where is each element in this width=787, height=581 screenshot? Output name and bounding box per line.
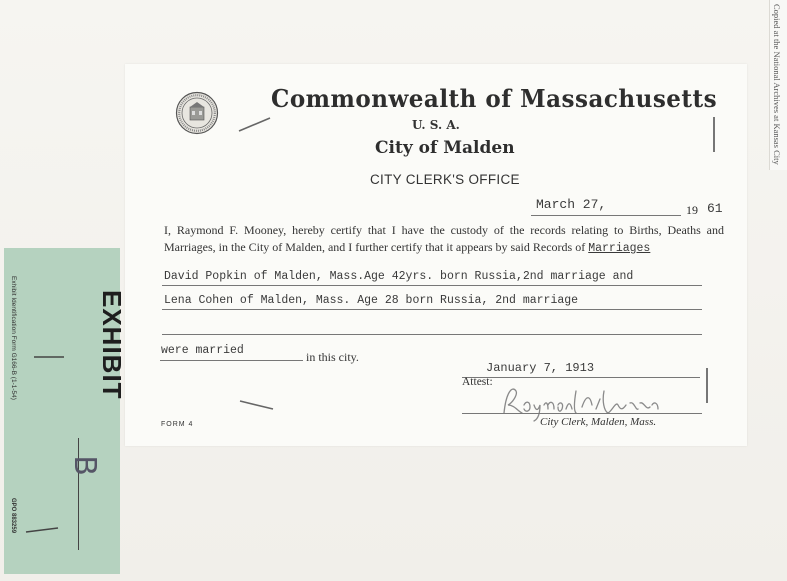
certification-text: I, Raymond F. Mooney, hereby certify that I have the custody of the records relating to Births, Deaths and Marriages, in the City of Malden, and I further certify that it appears by said Records of Marriages — [164, 223, 724, 255]
married-underline — [160, 360, 303, 361]
city-heading: City of Malden — [375, 138, 515, 158]
attest-date-underline — [462, 377, 700, 378]
signature-underline — [462, 413, 702, 414]
entry-underline-1 — [162, 285, 702, 286]
exhibit-marks — [0, 0, 130, 581]
records-of-label: Records of — [532, 240, 586, 254]
year-suffix: 61 — [707, 201, 723, 216]
clerk-title: City Clerk, Malden, Mass. — [540, 416, 657, 428]
country-label: U. S. A. — [412, 118, 460, 132]
in-this-city-label: in this city. — [306, 350, 359, 364]
exhibit-label: EXHIBIT — [97, 290, 127, 400]
entry-line-1: David Popkin of Malden, Mass.Age 42yrs. born Russia,2nd marriage and — [164, 270, 634, 283]
office-heading: CITY CLERK'S OFFICE — [370, 172, 520, 187]
entry-line-2: Lena Cohen of Malden, Mass. Age 28 born Russia, 2nd marriage — [164, 294, 579, 307]
attest-label: Attest: — [462, 376, 493, 388]
archive-stamp-text: Copied at the National Archives at Kansas City — [772, 4, 782, 165]
records-type: Marriages — [588, 242, 651, 255]
were-married-typed: were married — [161, 344, 244, 357]
form-number: FORM 4 — [161, 421, 194, 428]
exhibit-form-id: Exhibit Identification Form G166-B (1-1-54) — [10, 276, 17, 400]
entry-underline-3 — [162, 334, 702, 335]
attest-date: January 7, 1913 — [486, 361, 595, 375]
entry-underline-2 — [162, 309, 702, 310]
exhibit-letter: B — [66, 455, 102, 476]
year-prefix: 19 — [686, 203, 698, 217]
document-title: Commonwealth of Massachusetts — [271, 84, 718, 113]
typed-date: March 27, — [536, 197, 607, 212]
date-underline — [531, 215, 681, 216]
exhibit-gpo-code: GPO 883259 — [10, 498, 16, 534]
